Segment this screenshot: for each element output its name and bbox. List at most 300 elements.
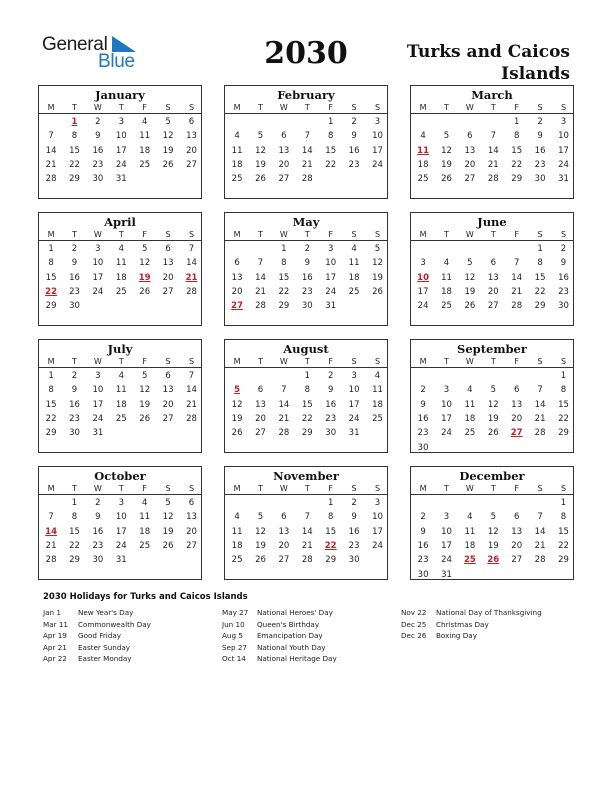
day-cell: 3 [560,117,567,127]
weekday-header: S [188,357,195,366]
weekday-header: S [537,103,543,112]
day-cell: 2 [71,244,78,254]
day-cell: 24 [417,301,429,312]
weekday-divider [39,240,201,241]
holiday-entry [222,631,392,643]
day-cell: 14 [45,145,57,156]
weekday-header: T [118,103,124,112]
holiday-name: Commonwealth Day [78,619,151,629]
month-title: January [95,88,145,102]
day-cell: 4 [374,371,381,381]
day-cell: 10 [558,131,569,142]
day-cell: 18 [139,145,151,156]
day-cell: 24 [441,555,452,566]
day-cell: 2 [304,244,310,254]
day-cell: 2 [420,385,426,396]
holiday-date: Dec 26 [401,631,427,641]
day-cell: 1 [304,371,310,381]
day-cell: 17 [92,272,104,283]
holiday-date: Apr 19 [43,631,67,641]
day-cell: 31 [441,569,452,580]
day-cell: 25 [231,555,243,566]
holiday-column [222,608,392,666]
day-cell: 26 [231,428,243,439]
day-cell: 23 [348,159,360,170]
month-july [38,339,202,453]
holiday-entry [43,620,213,632]
day-cell: 24 [372,159,383,170]
weekday-header: S [351,103,357,112]
holiday-name: Easter Monday [78,654,132,664]
weekday-header: S [560,103,567,112]
day-cell: 7 [537,512,543,523]
holiday-day-cell: 22 [45,286,57,297]
weekday-divider [225,494,387,495]
holiday-entry [222,620,392,632]
weekday-header: T [304,484,310,493]
day-cell: 15 [278,272,290,283]
day-cell: 10 [372,512,383,523]
day-cell: 16 [92,145,104,156]
day-cell: 12 [139,385,151,396]
weekday-header: T [304,103,310,112]
day-cell: 25 [231,174,243,185]
day-cell: 29 [558,555,569,566]
day-cell: 8 [71,512,78,523]
weekday-header: S [165,484,171,493]
day-cell: 24 [441,428,452,439]
day-cell: 28 [45,555,57,566]
weekday-header: T [258,484,263,493]
day-cell: 19 [487,540,499,551]
day-cell: 21 [534,413,546,424]
day-cell: 23 [69,413,80,424]
weekday-header: T [490,357,496,366]
day-cell: 28 [301,174,313,185]
holiday-entry [222,654,392,666]
weekday-header: S [537,230,543,239]
day-cell: 25 [139,540,151,551]
weekday-header: T [490,103,496,112]
weekday-header: S [188,103,195,112]
day-cell: 27 [278,174,290,185]
day-cell: 24 [372,540,383,551]
day-cell: 20 [162,272,174,283]
weekday-header: S [165,230,171,239]
day-cell: 19 [231,413,243,424]
weekday-header: F [328,357,333,366]
day-cell: 29 [45,301,57,312]
holiday-entry [43,654,213,666]
day-cell: 3 [374,117,381,127]
day-cell: 8 [537,258,543,269]
day-cell: 9 [537,131,543,142]
day-cell: 1 [560,371,567,381]
day-cell: 6 [281,131,287,142]
day-cell: 13 [255,399,266,410]
day-cell: 21 [487,159,499,170]
day-cell: 26 [162,540,174,551]
holiday-name: New Year's Day [78,608,134,617]
holiday-day-cell: 26 [487,555,500,566]
country-name-line-2: Islands [501,64,570,84]
day-cell: 21 [511,286,523,297]
day-cell: 4 [443,258,450,269]
day-cell: 13 [487,272,499,283]
day-cell: 25 [115,286,127,297]
day-cell: 6 [281,512,287,523]
day-cell: 1 [513,117,520,127]
day-cell: 7 [48,131,54,142]
day-cell: 17 [441,413,452,424]
weekday-header: S [560,230,567,239]
day-cell: 7 [513,258,520,269]
day-cell: 9 [420,399,426,410]
day-cell: 5 [257,512,264,523]
day-cell: 4 [141,498,148,508]
day-cell: 15 [325,145,337,156]
day-cell: 17 [441,540,452,551]
day-cell: 10 [92,258,104,269]
day-cell: 14 [255,272,266,283]
holiday-entry [401,620,571,632]
day-cell: 2 [71,371,78,381]
day-cell: 28 [511,301,523,312]
day-cell: 23 [558,286,569,297]
day-cell: 25 [115,413,127,424]
day-cell: 23 [534,159,546,170]
day-cell: 30 [417,569,429,580]
day-cell: 4 [351,244,357,254]
month-october [38,466,202,580]
day-cell: 26 [487,428,499,439]
day-cell: 20 [255,413,266,424]
weekday-header: T [72,484,77,493]
logo-text-blue: Blue [98,51,135,72]
day-cell: 29 [278,301,290,312]
day-cell: 27 [162,413,174,424]
day-cell: 6 [188,498,195,508]
day-cell: 17 [417,286,429,297]
day-cell: 12 [487,526,499,537]
weekday-divider [39,367,201,368]
weekday-header: S [374,357,381,366]
weekday-header: F [328,103,333,112]
holiday-day-cell: 27 [510,428,523,439]
holiday-name: National Youth Day [257,642,326,652]
day-cell: 20 [278,159,290,170]
day-cell: 12 [231,399,243,410]
day-cell: 29 [69,555,80,566]
day-cell: 26 [139,413,151,424]
day-cell: 4 [118,244,124,254]
day-cell: 9 [420,526,426,537]
day-cell: 3 [374,498,381,508]
holiday-date: Mar 11 [43,619,68,629]
day-cell: 31 [348,428,360,439]
day-cell: 29 [69,174,80,185]
day-cell: 12 [372,258,383,269]
day-cell: 3 [420,258,426,269]
day-cell: 30 [348,555,360,566]
day-cell: 31 [115,174,127,185]
weekday-header: M [47,484,55,493]
holiday-day-cell: 11 [417,145,429,156]
day-cell: 12 [464,272,476,283]
weekday-header: F [514,230,519,239]
day-cell: 13 [231,272,243,283]
day-cell: 25 [417,174,429,185]
weekday-header: M [47,103,55,112]
holiday-day-cell: 25 [463,555,476,566]
day-cell: 3 [443,385,450,396]
day-cell: 7 [188,371,195,381]
day-cell: 23 [92,540,104,551]
day-cell: 20 [186,145,197,156]
day-cell: 5 [165,498,171,508]
day-cell: 7 [48,512,54,523]
day-cell: 9 [351,131,357,142]
day-cell: 27 [255,428,266,439]
day-cell: 23 [417,555,429,566]
holiday-day-cell: 21 [185,272,198,283]
day-cell: 22 [69,540,80,551]
day-cell: 2 [95,117,101,127]
day-cell: 31 [92,428,104,439]
day-cell: 26 [464,301,476,312]
day-cell: 3 [351,371,357,381]
weekday-header: M [233,230,241,239]
day-cell: 5 [467,258,473,269]
day-cell: 20 [231,286,243,297]
day-cell: 6 [165,371,171,381]
day-cell: 3 [95,371,101,381]
day-cell: 30 [301,301,313,312]
weekday-header: T [490,484,496,493]
day-cell: 27 [511,555,523,566]
day-cell: 17 [115,526,127,537]
day-cell: 5 [374,244,381,254]
day-cell: 11 [464,526,476,537]
month-title: March [471,88,513,102]
weekday-header: W [279,230,288,239]
day-cell: 23 [348,540,360,551]
day-cell: 20 [511,413,523,424]
day-cell: 28 [186,286,197,297]
day-cell: 30 [534,174,546,185]
month-title: August [283,342,329,356]
weekday-header: W [93,357,102,366]
day-cell: 30 [92,555,104,566]
day-cell: 6 [257,385,264,396]
day-cell: 16 [558,272,569,283]
day-cell: 20 [162,399,174,410]
day-cell: 6 [513,512,520,523]
day-cell: 5 [490,385,496,396]
day-cell: 19 [255,540,266,551]
day-cell: 21 [45,159,57,170]
day-cell: 8 [48,258,54,269]
day-cell: 14 [301,526,313,537]
day-cell: 24 [92,413,104,424]
day-cell: 13 [464,145,476,156]
day-cell: 10 [348,385,360,396]
day-cell: 19 [162,526,174,537]
weekday-header: S [188,484,195,493]
day-cell: 7 [304,131,310,142]
weekday-header: T [258,103,263,112]
day-cell: 18 [441,286,452,297]
day-cell: 3 [327,244,334,254]
day-cell: 8 [48,385,54,396]
weekday-header: T [444,484,449,493]
day-cell: 10 [441,399,452,410]
day-cell: 5 [490,512,496,523]
weekday-header: S [374,230,381,239]
day-cell: 21 [278,413,290,424]
day-cell: 15 [45,272,57,283]
holiday-name: National Heroes' Day [257,608,333,617]
holiday-name: Emancipation Day [257,631,323,641]
holiday-name: Christmas Day [436,619,489,629]
day-cell: 18 [464,413,476,424]
weekday-header: T [72,357,77,366]
day-cell: 17 [325,272,337,283]
day-cell: 9 [71,385,78,396]
day-cell: 18 [231,159,243,170]
day-cell: 24 [115,540,127,551]
day-cell: 16 [69,272,80,283]
weekday-header: W [279,357,288,366]
day-cell: 15 [558,399,569,410]
weekday-header: T [118,230,124,239]
day-cell: 12 [162,131,174,142]
weekday-divider [225,113,387,114]
day-cell: 17 [372,145,383,156]
day-cell: 14 [301,145,313,156]
day-cell: 4 [467,512,473,523]
weekday-header: F [514,357,519,366]
day-cell: 28 [534,428,546,439]
month-title: April [104,215,136,229]
day-cell: 27 [186,540,197,551]
day-cell: 8 [560,385,567,396]
weekday-header: W [93,484,102,493]
day-cell: 1 [327,498,334,508]
weekday-header: M [233,484,241,493]
weekday-divider [225,240,387,241]
day-cell: 22 [325,159,337,170]
day-cell: 1 [560,498,567,508]
holiday-day-cell: 22 [324,540,337,551]
day-cell: 25 [348,286,360,297]
holiday-date: Jan 1 [43,608,61,617]
day-cell: 15 [511,145,523,156]
day-cell: 9 [304,258,310,269]
weekday-header: F [328,230,333,239]
day-cell: 2 [327,371,334,381]
weekday-divider [225,367,387,368]
day-cell: 5 [141,244,148,254]
day-cell: 10 [115,131,127,142]
day-cell: 16 [417,413,429,424]
day-cell: 31 [115,555,127,566]
day-cell: 7 [188,244,195,254]
holiday-entry [401,631,571,643]
day-cell: 1 [48,244,54,254]
month-title: May [292,215,320,229]
weekday-header: F [514,484,519,493]
day-cell: 4 [141,117,148,127]
day-cell: 17 [558,145,569,156]
day-cell: 18 [115,272,127,283]
weekday-header: T [118,357,124,366]
day-cell: 8 [327,131,334,142]
day-cell: 13 [186,131,197,142]
day-cell: 24 [558,159,569,170]
day-cell: 16 [534,145,546,156]
day-cell: 20 [464,159,476,170]
weekday-header: M [47,357,55,366]
day-cell: 2 [560,244,567,254]
day-cell: 16 [417,540,429,551]
holiday-date: May 27 [222,608,249,617]
day-cell: 5 [141,371,148,381]
holiday-date: Apr 21 [43,642,67,652]
holiday-day-cell: 14 [45,526,57,537]
holiday-name: National Heritage Day [257,654,337,664]
holiday-date: Dec 25 [401,619,427,629]
day-cell: 28 [278,428,290,439]
day-cell: 24 [348,413,360,424]
day-cell: 17 [92,399,104,410]
day-cell: 19 [487,413,499,424]
day-cell: 11 [139,512,151,523]
day-cell: 24 [115,159,127,170]
day-cell: 20 [278,540,290,551]
weekday-divider [411,367,573,368]
day-cell: 1 [48,371,54,381]
day-cell: 27 [487,301,499,312]
day-cell: 6 [467,131,473,142]
day-cell: 11 [348,258,360,269]
month-february [224,85,388,199]
weekday-header: W [93,230,102,239]
day-cell: 29 [534,301,546,312]
day-cell: 28 [487,174,499,185]
month-june [410,212,574,326]
day-cell: 30 [69,428,80,439]
weekday-header: S [537,357,543,366]
day-cell: 29 [325,555,337,566]
day-cell: 14 [186,258,197,269]
day-cell: 22 [558,540,569,551]
day-cell: 20 [186,526,197,537]
day-cell: 12 [255,526,266,537]
day-cell: 9 [560,258,567,269]
weekday-header: S [374,103,381,112]
day-cell: 29 [45,428,57,439]
holiday-name: Easter Sunday [78,642,131,652]
holiday-name: Good Friday [78,631,121,641]
weekday-header: W [465,230,474,239]
day-cell: 10 [372,131,383,142]
day-cell: 21 [534,540,546,551]
day-cell: 13 [511,399,523,410]
day-cell: 5 [165,117,171,127]
day-cell: 23 [325,413,337,424]
day-cell: 4 [234,131,240,142]
